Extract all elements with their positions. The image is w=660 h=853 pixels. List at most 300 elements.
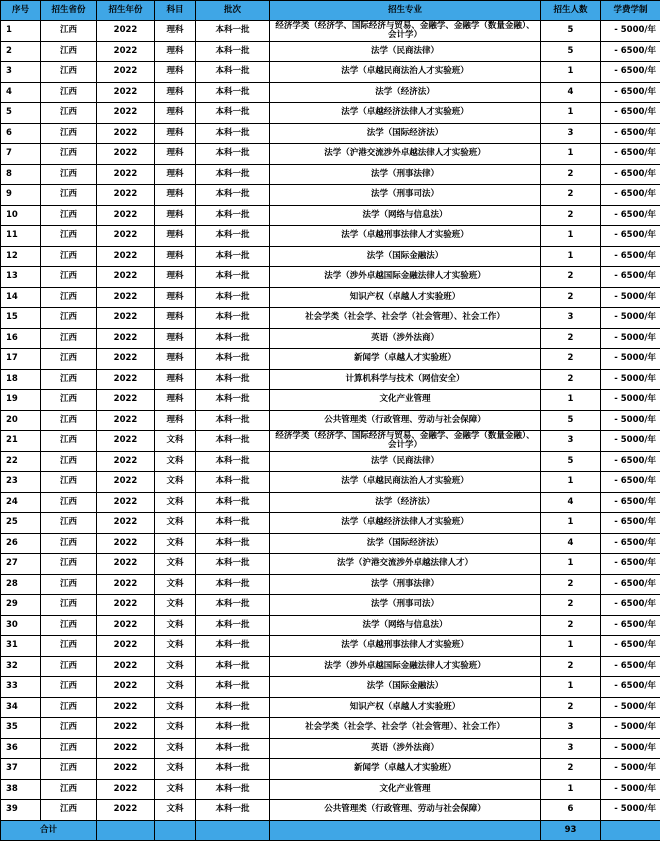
cell-major: 法学（民商法律） [270,451,541,472]
cell-fee: - 5000/年 [601,390,660,411]
cell-no: 31 [1,636,41,657]
cell-batch: 本科一批 [196,390,270,411]
cell-fee: - 6500/年 [601,103,660,124]
cell-batch: 本科一批 [196,431,270,452]
cell-no: 33 [1,677,41,698]
cell-fee: - 6500/年 [601,123,660,144]
cell-province: 江西 [41,349,97,370]
cell-batch: 本科一批 [196,800,270,821]
cell-province: 江西 [41,800,97,821]
cell-count: 3 [541,718,601,739]
cell-count: 5 [541,410,601,431]
cell-fee: - 6500/年 [601,267,660,288]
cell-no: 36 [1,738,41,759]
cell-subject: 文科 [155,595,196,616]
cell-province: 江西 [41,615,97,636]
cell-count: 1 [541,677,601,698]
cell-batch: 本科一批 [196,410,270,431]
table-row [1,779,660,800]
cell-subject: 理科 [155,369,196,390]
cell-no: 27 [1,554,41,575]
cell-fee: - 5000/年 [601,369,660,390]
cell-year: 2022 [97,595,155,616]
header-no: 序号 [1,1,41,21]
cell-no: 18 [1,369,41,390]
cell-no: 25 [1,513,41,534]
cell-year: 2022 [97,328,155,349]
cell-count: 5 [541,451,601,472]
cell-count: 1 [541,226,601,247]
cell-year: 2022 [97,513,155,534]
table-row [1,595,660,616]
cell-count: 4 [541,82,601,103]
cell-subject: 理科 [155,103,196,124]
cell-year: 2022 [97,226,155,247]
cell-province: 江西 [41,103,97,124]
cell-count: 1 [541,779,601,800]
total-row [1,820,660,841]
cell-province: 江西 [41,328,97,349]
cell-no: 20 [1,410,41,431]
cell-batch: 本科一批 [196,492,270,513]
cell-batch: 本科一批 [196,185,270,206]
table-row [1,226,660,247]
cell-province: 江西 [41,697,97,718]
table-row [1,554,660,575]
cell-year: 2022 [97,492,155,513]
cell-fee: - 6500/年 [601,574,660,595]
cell-subject: 文科 [155,800,196,821]
cell-fee: - 5000/年 [601,800,660,821]
cell-province: 江西 [41,656,97,677]
cell-batch: 本科一批 [196,123,270,144]
cell-subject: 文科 [155,779,196,800]
cell-batch: 本科一批 [196,615,270,636]
cell-major: 法学（沪港交流涉外卓越法律人才） [270,554,541,575]
cell-fee: - 5000/年 [601,410,660,431]
cell-batch: 本科一批 [196,308,270,329]
cell-no: 11 [1,226,41,247]
table-row [1,615,660,636]
cell-no: 1 [1,21,41,42]
cell-major: 经济学类（经济学、国际经济与贸易、金融学、金融学（数量金融）、会计学） [270,431,541,452]
cell-subject: 理科 [155,144,196,165]
cell-province: 江西 [41,308,97,329]
cell-count: 2 [541,615,601,636]
cell-no: 29 [1,595,41,616]
cell-no: 3 [1,62,41,83]
cell-no: 4 [1,82,41,103]
cell-year: 2022 [97,431,155,452]
cell-major: 法学（国际金融法） [270,246,541,267]
cell-province: 江西 [41,390,97,411]
cell-count: 2 [541,287,601,308]
cell-subject: 理科 [155,246,196,267]
cell-count: 6 [541,800,601,821]
table-row [1,267,660,288]
cell-major: 新闻学（卓越人才实验班） [270,349,541,370]
cell-subject: 理科 [155,287,196,308]
cell-subject: 文科 [155,472,196,493]
cell-count: 2 [541,164,601,185]
cell-major: 文化产业管理 [270,390,541,411]
cell-year: 2022 [97,800,155,821]
cell-count: 3 [541,431,601,452]
table-row [1,533,660,554]
cell-batch: 本科一批 [196,554,270,575]
total-empty [196,820,270,841]
cell-no: 32 [1,656,41,677]
cell-major: 公共管理类（行政管理、劳动与社会保障） [270,410,541,431]
cell-batch: 本科一批 [196,738,270,759]
table-row [1,492,660,513]
cell-year: 2022 [97,451,155,472]
cell-major: 法学（刑事法律） [270,164,541,185]
cell-subject: 文科 [155,513,196,534]
cell-subject: 文科 [155,533,196,554]
cell-batch: 本科一批 [196,779,270,800]
cell-subject: 文科 [155,718,196,739]
cell-province: 江西 [41,144,97,165]
cell-no: 7 [1,144,41,165]
cell-province: 江西 [41,185,97,206]
cell-province: 江西 [41,574,97,595]
cell-major: 法学（国际经济法） [270,123,541,144]
cell-count: 1 [541,554,601,575]
total-empty [601,820,660,841]
cell-no: 12 [1,246,41,267]
table-row [1,246,660,267]
cell-province: 江西 [41,738,97,759]
cell-count: 4 [541,492,601,513]
cell-year: 2022 [97,410,155,431]
cell-major: 法学（刑事司法） [270,595,541,616]
cell-year: 2022 [97,308,155,329]
cell-count: 2 [541,349,601,370]
table-row [1,205,660,226]
cell-subject: 理科 [155,185,196,206]
cell-subject: 文科 [155,492,196,513]
cell-count: 2 [541,697,601,718]
cell-batch: 本科一批 [196,759,270,780]
cell-fee: - 5000/年 [601,738,660,759]
table-row [1,21,660,42]
cell-count: 2 [541,185,601,206]
cell-province: 江西 [41,779,97,800]
cell-year: 2022 [97,718,155,739]
table-row [1,718,660,739]
cell-major: 法学（卓越民商法治人才实验班） [270,472,541,493]
cell-no: 26 [1,533,41,554]
cell-batch: 本科一批 [196,41,270,62]
cell-subject: 理科 [155,62,196,83]
cell-year: 2022 [97,21,155,42]
cell-year: 2022 [97,246,155,267]
cell-no: 5 [1,103,41,124]
cell-count: 2 [541,205,601,226]
cell-count: 1 [541,103,601,124]
cell-no: 10 [1,205,41,226]
cell-fee: - 6500/年 [601,164,660,185]
cell-no: 16 [1,328,41,349]
cell-year: 2022 [97,533,155,554]
table-row [1,82,660,103]
cell-batch: 本科一批 [196,164,270,185]
table-body [1,21,660,841]
table-row [1,759,660,780]
table-row [1,574,660,595]
cell-batch: 本科一批 [196,369,270,390]
cell-no: 37 [1,759,41,780]
header-fee: 学费学制 [601,1,660,21]
cell-province: 江西 [41,554,97,575]
cell-subject: 文科 [155,677,196,698]
cell-year: 2022 [97,62,155,83]
cell-year: 2022 [97,472,155,493]
cell-no: 17 [1,349,41,370]
cell-no: 15 [1,308,41,329]
cell-no: 23 [1,472,41,493]
cell-subject: 理科 [155,328,196,349]
cell-province: 江西 [41,123,97,144]
table-row [1,164,660,185]
cell-year: 2022 [97,369,155,390]
cell-fee: - 5000/年 [601,718,660,739]
cell-province: 江西 [41,595,97,616]
table-row [1,308,660,329]
cell-major: 法学（涉外卓越国际金融法律人才实验班） [270,656,541,677]
cell-province: 江西 [41,164,97,185]
cell-province: 江西 [41,492,97,513]
cell-count: 3 [541,738,601,759]
cell-year: 2022 [97,636,155,657]
cell-fee: - 5000/年 [601,21,660,42]
cell-subject: 文科 [155,697,196,718]
cell-province: 江西 [41,513,97,534]
cell-fee: - 6500/年 [601,554,660,575]
cell-count: 5 [541,41,601,62]
cell-year: 2022 [97,164,155,185]
cell-year: 2022 [97,267,155,288]
table-row [1,656,660,677]
cell-count: 2 [541,595,601,616]
cell-year: 2022 [97,287,155,308]
cell-no: 38 [1,779,41,800]
cell-count: 1 [541,390,601,411]
cell-batch: 本科一批 [196,451,270,472]
cell-no: 21 [1,431,41,452]
cell-subject: 理科 [155,41,196,62]
cell-major: 社会学类（社会学、社会学（社会管理）、社会工作） [270,308,541,329]
cell-batch: 本科一批 [196,718,270,739]
cell-year: 2022 [97,185,155,206]
cell-batch: 本科一批 [196,62,270,83]
cell-subject: 文科 [155,759,196,780]
total-empty [155,820,196,841]
table-row [1,677,660,698]
cell-batch: 本科一批 [196,226,270,247]
cell-batch: 本科一批 [196,205,270,226]
header-batch: 批次 [196,1,270,21]
header-count: 招生人数 [541,1,601,21]
header-year: 招生年份 [97,1,155,21]
cell-major: 法学（涉外卓越国际金融法律人才实验班） [270,267,541,288]
header-province: 招生省份 [41,1,97,21]
cell-year: 2022 [97,656,155,677]
cell-year: 2022 [97,144,155,165]
cell-count: 1 [541,636,601,657]
cell-subject: 文科 [155,574,196,595]
cell-batch: 本科一批 [196,656,270,677]
table-row [1,800,660,821]
table-row [1,62,660,83]
cell-major: 法学（刑事司法） [270,185,541,206]
cell-fee: - 6500/年 [601,246,660,267]
table-header-row [1,1,660,21]
cell-year: 2022 [97,390,155,411]
cell-province: 江西 [41,62,97,83]
cell-province: 江西 [41,267,97,288]
cell-major: 经济学类（经济学、国际经济与贸易、金融学、金融学（数量金融）、会计学） [270,21,541,42]
cell-subject: 理科 [155,390,196,411]
cell-fee: - 6500/年 [601,185,660,206]
table-row [1,697,660,718]
cell-fee: - 6500/年 [601,144,660,165]
cell-year: 2022 [97,738,155,759]
cell-subject: 文科 [155,451,196,472]
cell-province: 江西 [41,472,97,493]
cell-major: 英语（涉外法商） [270,328,541,349]
cell-year: 2022 [97,554,155,575]
cell-major: 法学（卓越经济法律人才实验班） [270,513,541,534]
cell-batch: 本科一批 [196,328,270,349]
cell-year: 2022 [97,779,155,800]
table-row [1,513,660,534]
cell-fee: - 6500/年 [601,82,660,103]
cell-batch: 本科一批 [196,82,270,103]
cell-fee: - 5000/年 [601,308,660,329]
table-row [1,103,660,124]
cell-province: 江西 [41,287,97,308]
cell-subject: 文科 [155,431,196,452]
cell-major: 社会学类（社会学、社会学（社会管理）、社会工作） [270,718,541,739]
cell-fee: - 6500/年 [601,636,660,657]
cell-province: 江西 [41,718,97,739]
cell-count: 2 [541,369,601,390]
cell-subject: 理科 [155,205,196,226]
cell-subject: 理科 [155,267,196,288]
cell-major: 法学（民商法律） [270,41,541,62]
table-row [1,349,660,370]
table-row [1,144,660,165]
table-row [1,369,660,390]
cell-no: 24 [1,492,41,513]
cell-major: 法学（网络与信息法） [270,205,541,226]
table-row [1,636,660,657]
cell-major: 英语（涉外法商） [270,738,541,759]
cell-major: 法学（国际经济法） [270,533,541,554]
cell-no: 9 [1,185,41,206]
cell-subject: 文科 [155,636,196,657]
cell-subject: 理科 [155,410,196,431]
table-row [1,451,660,472]
cell-count: 2 [541,656,601,677]
cell-major: 法学（卓越刑事法律人才实验班） [270,636,541,657]
cell-count: 1 [541,246,601,267]
cell-province: 江西 [41,410,97,431]
cell-major: 法学（经济法） [270,492,541,513]
cell-batch: 本科一批 [196,103,270,124]
cell-fee: - 6500/年 [601,492,660,513]
cell-no: 22 [1,451,41,472]
cell-major: 新闻学（卓越人才实验班） [270,759,541,780]
cell-batch: 本科一批 [196,287,270,308]
cell-subject: 文科 [155,554,196,575]
cell-subject: 理科 [155,349,196,370]
cell-count: 3 [541,308,601,329]
cell-year: 2022 [97,615,155,636]
cell-no: 34 [1,697,41,718]
cell-fee: - 6500/年 [601,533,660,554]
cell-subject: 理科 [155,164,196,185]
cell-subject: 理科 [155,21,196,42]
cell-major: 知识产权（卓越人才实验班） [270,697,541,718]
cell-batch: 本科一批 [196,677,270,698]
cell-subject: 理科 [155,308,196,329]
header-subject: 科目 [155,1,196,21]
cell-fee: - 5000/年 [601,431,660,452]
cell-no: 39 [1,800,41,821]
table-row [1,41,660,62]
table-row [1,472,660,493]
cell-fee: - 5000/年 [601,759,660,780]
cell-province: 江西 [41,205,97,226]
cell-major: 法学（国际金融法） [270,677,541,698]
table-row [1,328,660,349]
cell-fee: - 6500/年 [601,595,660,616]
cell-province: 江西 [41,451,97,472]
cell-fee: - 5000/年 [601,779,660,800]
cell-no: 13 [1,267,41,288]
cell-count: 2 [541,759,601,780]
cell-major: 法学（卓越民商法治人才实验班） [270,62,541,83]
cell-year: 2022 [97,677,155,698]
table-row [1,123,660,144]
cell-subject: 文科 [155,656,196,677]
cell-year: 2022 [97,349,155,370]
cell-fee: - 6500/年 [601,677,660,698]
table-row [1,287,660,308]
cell-batch: 本科一批 [196,144,270,165]
cell-count: 2 [541,574,601,595]
cell-count: 4 [541,533,601,554]
total-empty [270,820,541,841]
cell-province: 江西 [41,21,97,42]
cell-batch: 本科一批 [196,349,270,370]
cell-province: 江西 [41,431,97,452]
cell-fee: - 5000/年 [601,697,660,718]
cell-fee: - 5000/年 [601,287,660,308]
cell-year: 2022 [97,574,155,595]
cell-province: 江西 [41,246,97,267]
cell-year: 2022 [97,41,155,62]
cell-fee: - 5000/年 [601,349,660,370]
cell-fee: - 6500/年 [601,656,660,677]
cell-province: 江西 [41,636,97,657]
cell-major: 法学（网络与信息法） [270,615,541,636]
cell-year: 2022 [97,123,155,144]
cell-fee: - 6500/年 [601,226,660,247]
